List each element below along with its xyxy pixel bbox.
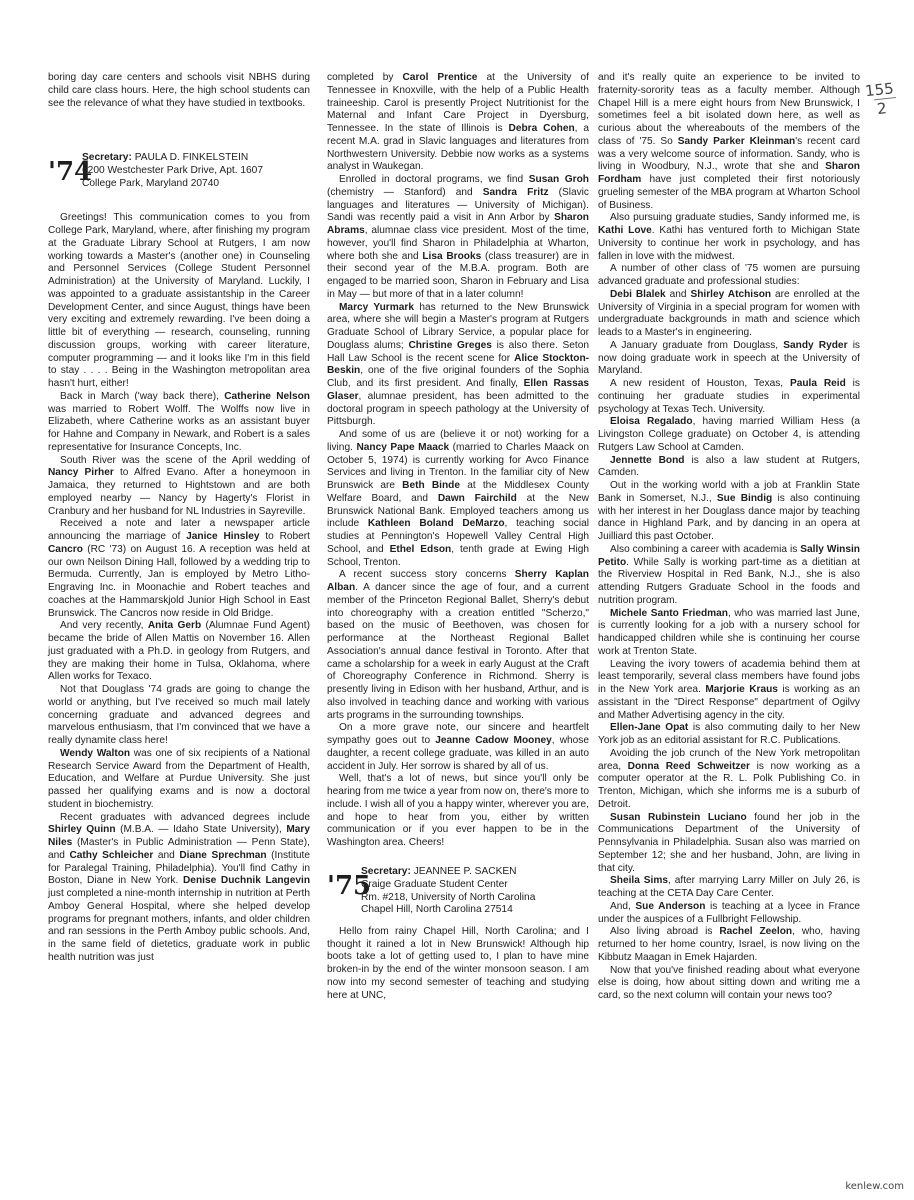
paragraph: Now that you've finished reading about what everyone else is doing, how about sitting down and writing me a card, so the next column will contain your news too? <box>598 964 860 1001</box>
paragraph: Also pursuing graduate studies, Sandy informed me, is Kathi Love. Kathi has ventured forth to Michigan State University to continue her work in psychology, and has fallen in love with the midwest. <box>598 212 860 262</box>
secretary-address-1: 6200 Westchester Park Drive, Apt. 1607 <box>82 165 264 177</box>
alumna-name: Nancy Pirher <box>48 467 114 479</box>
paragraph: and it's really quite an experience to be invited to fraternity-sorority teas as a faculty member. Although Chapel Hill is a mere eight hours from New Brunswick, I sometimes feel a bit isolated down here, as well as curious about the whereabouts of the members of the class of '75. So Sandy Parker Kleinman's recent card was a very welcome source of information. Sandy, who is living in Woodbury, N.J., wrote that she and Sharon Fordham have just completed their first notoriously grueling semester of the MBA program at Wharton School of Business. <box>598 72 860 211</box>
column-2 <box>327 72 589 1002</box>
alumna-name: Nancy Pape Maack <box>356 441 450 453</box>
page-number-numerator: 155 <box>864 79 895 101</box>
paragraph: And very recently, Anita Gerb (Alumnae Fund Agent) became the bride of Allen Mattis on November 16. Allen just graduated with a Ph.D. in geology from Rutgers, and they are making their home in Tulsa, Oklahoma, where Allen works for Texaco. <box>48 620 310 683</box>
paragraph: South River was the scene of the April wedding of Nancy Pirher to Alfred Evano. After a honeymoon in Jamaica, they returned to Hightstown and are both employed nearby — Nancy by Hagerty's Florist in Cranbury and her husband for NL Industries in Sayreville. <box>48 454 310 517</box>
alumna-name: Sandra Fritz <box>482 186 549 198</box>
paragraph: Sheila Sims, after marrying Larry Miller on July 26, is teaching at the CETA Day Care Center. <box>598 875 860 899</box>
alumna-name: Sue Bindig <box>716 492 773 504</box>
secretary-name: JEANNEE P. SACKEN <box>413 865 517 877</box>
alumna-name: Sandy Ryder <box>783 339 848 351</box>
alumna-name: Dawn Fairchild <box>437 492 517 504</box>
paragraph: Recent graduates with advanced degrees include Shirley Quinn (M.B.A. — Idaho State University), Mary Niles (Master's in Public Administration — Penn State), and Cathy Schleicher and Diane Sprechman (Institute for Paralegal Training, Philadelphia). You'll find Cathy in Boston, Diane in New York. Denise Duchnik Langevin just completed a nine-month internship in nutrition at Perth Amboy General Hospital, where she helped develop programs for pregnant mothers, infants, and older children and ran sessions in the Perth Amboy public schools. And, in the same field of dietetics, graduate work in public health nutrition was just <box>48 811 311 963</box>
class-75-header <box>327 864 589 920</box>
alumna-name: Sandy Parker Kleinman <box>677 135 796 147</box>
paragraph: Greetings! This communication comes to you from College Park, Maryland, where, after finishing my program at the Graduate Library School at Rutgers, I am now working towards a Master's (another one) in Counseling and Personnel Services (College Student Personnel Administration) at the University of Maryland. Luckily, I was appointed to a graduate assistantship in the Career Development Center, and since August, things have been very exciting and extremely rewarding. I've been doing a little bit of everything — research, counseling, running discussion groups, working with career literature, computer programming — and it looks like I'm in this field to stay . . . . Being in the Washington metropolitan area hasn't hurt, either! <box>48 212 310 389</box>
paragraph: completed by Carol Prentice at the University of Tennessee in Knoxville, with the help of a Public Health traineeship. Carol is presently Project Nutritionist for the Maternal and Infant Care Project in Dyersburg, Tennessee. In the state of Illinois is Debra Cohen, a recent M.A. grad in Slavic languages and literatures from Northwestern University. Debbie now works as a systems analyst in Waukegan. <box>327 72 589 173</box>
paragraph: Ellen-Jane Opat is also commuting daily to her New York job as an editorial assistant for R.C. Publications. <box>598 722 860 746</box>
paragraph: Received a note and later a newspaper article announcing the marriage of Janice Hinsley to Robert Cancro (RC '73) on August 16. A reception was held at our own Neilson Dining Hall, followed by a wedding trip to Bermuda. Currently, Jan is employed by Metro Litho-Engraving Inc. in Moonachie and Robert teaches and coaches at the Hammarskjold Junior High School in East Brunswick. The Cancros now reside in Old Bridge. <box>48 518 310 619</box>
watermark: kenlew.com <box>845 1181 904 1192</box>
secretary-label: Secretary: <box>82 152 132 164</box>
paragraph: Not that Douglass '74 grads are going to change the world or anything, but I've received so much mail lately concerning graduate and advanced degrees and marvelous enthusiasm, that I'm convinced that we have a really dynamite class here! <box>48 684 310 746</box>
column-3 <box>598 72 860 1003</box>
class-year: '74 <box>48 157 93 188</box>
alumna-name: Cancro <box>48 543 83 555</box>
secretary-address-2: College Park, Maryland 20740 <box>82 178 220 190</box>
paragraph: A number of other class of '75 women are pursuing advanced graduate and professional studies: <box>598 263 860 287</box>
alumna-name: Susan Groh <box>528 174 589 185</box>
alumna-name: Diane Sprechman <box>179 849 267 861</box>
class-year: '75 <box>327 870 372 901</box>
alumna-name: Kathi Love <box>598 225 652 236</box>
paragraph: Eloisa Regalado, having married William Hess (a Livingston College graduate) on October 4, is attending Rutgers Law School at Camden. <box>598 416 860 453</box>
alumna-name: Wendy Walton <box>60 747 131 759</box>
alumna-name: Lisa Brooks <box>422 250 482 262</box>
alumna-name: Carol Prentice <box>402 72 478 83</box>
alumna-name: Ellen Rassas Glaser <box>327 378 589 402</box>
paragraph: Enrolled in doctoral programs, we find Susan Groh (chemistry — Stanford) and Sandra Fritz (Slavic languages and literatures — University of Michigan). Sandi was recently paid a visit in Ann Arbor by Sharon Abrams, alumnae class vice president. Most of the time, however, you'll find Sharon in Philadelphia at Wharton, where both she and Lisa Brooks (class treasurer) are in their second year of the M.B.A. program. Both are engaged to be married soon, Sharon in February and Lisa in May — but more of that in a later column! <box>327 174 589 300</box>
paragraph: Also living abroad is Rachel Zeelon, who, having returned to her home country, Israel, is now living on the Kibbutz Maagan in Emek Hajarden. <box>598 926 860 963</box>
alumna-name: Shirley Quinn <box>48 824 116 836</box>
alumna-name: Eloisa Regalado <box>610 416 693 428</box>
paragraph: A new resident of Houston, Texas, Paula Reid is continuing her graduate studies in experimental psychology at Texas Tech. University. <box>598 378 860 415</box>
paragraph: Debi Blalek and Shirley Atchison are enrolled at the University of Virginia in a special program for women with undergraduate backgrounds in math and science which leads to a Master's in engineering. <box>598 288 860 338</box>
paragraph: Leaving the ivory towers of academia behind them at least temporarily, several class members have found jobs in the New York area. Marjorie Kraus is working as an assistant in the "Direct Response" department of Ogilvy and Mather Advertising agency in the city. <box>598 658 860 721</box>
paragraph: A January graduate from Douglass, Sandy Ryder is now doing graduate work in speech at the University of Maryland. <box>598 339 860 377</box>
paragraph: Out in the working world with a job at Franklin State Bank in Somerset, N.J., Sue Bindig is also continuing with her interest in her Douglass dance major by teaching dance in Highland Park, and by dancing in an opera at Juilliard this past October. <box>598 480 860 542</box>
paragraph: Wendy Walton was one of six recipients of a National Research Service Award from the Department of Health, Education, and Welfare at Purdue University. She just passed her qualifying exams and is now a doctoral student in biochemistry. <box>48 747 310 810</box>
alumna-name: Sharon Abrams <box>327 212 589 236</box>
alumna-name: Paula Reid <box>789 378 846 389</box>
paragraph: Marcy Yurmark has returned to the New Brunswick area, where she will begin a Master's program at Rutgers Graduate School of Library Service, a popular place for Douglass alums; Christine Greges is also there. Seton Hall Law School is the recent scene for Alice Stockton-Beskin, one of the five original founders of the Sophia Club, and its first president. And finally, Ellen Rassas Glaser, alumnae president, has been admitted to the doctoral program in speech pathology at the University of Pittsburgh. <box>327 301 590 428</box>
paragraph: Michele Santo Friedman, who was married last June, is currently looking for a job with a nursery school for handicapped children while she is continuing her course work at Trenton State. <box>598 607 860 657</box>
alumna-name: Ethel Edson <box>389 543 452 555</box>
paragraph: Also combining a career with academia is Sally Winsin Petito. While Sally is working part-time as a dietitian at the Riverview Hospital in Red Bank, N.J., she is also attending Rutgers Graduate School in the foods and nutrition program. <box>598 543 860 606</box>
intro-paragraph: boring day care centers and schools visit NBHS during child care class hours. Here, the high school students can see the relevance of what they have studied in textbooks. <box>48 72 310 109</box>
alumna-name: Denise Duchnik Langevin <box>183 875 311 887</box>
paragraph: Back in March ('way back there), Catherine Nelson was married to Robert Wolff. The Wolffs now live in Elizabeth, where Catherine works as an assistant buyer for Hahne and Company in Newark, and Robert is a sales representative for Insurance Concepts, Inc. <box>48 390 310 453</box>
alumna-name: Kathleen Boland DeMarzo <box>367 518 505 530</box>
paragraph: Avoiding the job crunch of the New York metropolitan area, Donna Reed Schweitzer is now working as a computer operator at the R. L. Polk Publishing Co. in Trenton, Michigan, which she informs me is a suburb of Detroit. <box>598 747 860 810</box>
alumna-name: Janice Hinsley <box>186 531 260 542</box>
alumna-name: Donna Reed Schweitzer <box>627 760 750 772</box>
alumna-name: Alice Stockton-Beskin <box>327 352 589 377</box>
alumna-name: Marjorie Kraus <box>705 684 778 695</box>
class-74-header <box>48 150 310 206</box>
page-number-denominator: 2 <box>874 97 898 118</box>
alumna-name: Debra Cohen <box>508 123 575 134</box>
alumna-name: Marcy Yurmark <box>339 301 414 313</box>
paragraph: And, Sue Anderson is teaching at a lycee in France under the auspices of a Fullbright Fellowship. <box>598 900 860 925</box>
alumna-name: Sue Anderson <box>635 900 706 912</box>
alumna-name: Michele Santo Friedman <box>610 607 728 619</box>
alumna-name: Sheila Sims <box>610 875 668 887</box>
alumna-name: Shirley Atchison <box>690 288 772 300</box>
alumna-name: Cathy Schleicher <box>69 849 154 861</box>
handwritten-page-number <box>864 78 910 119</box>
alumna-name: Ellen-Jane Opat <box>610 722 689 734</box>
secretary-block <box>82 152 310 191</box>
alumna-name: Sharon Fordham <box>598 161 860 185</box>
secretary-address-3: Chapel Hill, North Carolina 27514 <box>361 904 513 916</box>
paragraph: Jennette Bond is also a law student at Rutgers, Camden. <box>598 454 860 479</box>
alumna-name: Beth Binde <box>402 480 460 491</box>
paragraph: Well, that's a lot of news, but since you'll only be hearing from me twice a year from now on, there's more to include. I wish all of you a happy winter, wherever you are, and hope to hear from you, either by written communication or if you ever happen to be in the Washington area. Cheers! <box>327 773 589 848</box>
secretary-block <box>361 866 589 918</box>
secretary-name: PAULA D. FINKELSTEIN <box>134 152 249 164</box>
paragraph: Susan Rubinstein Luciano found her job in the Communications Department of the University of Pennsylvania in Philadelphia. Susan also was married on September 12; she and her husband, John, are living in that city. <box>598 811 860 874</box>
alumna-name: Sally Winsin Petito <box>598 543 860 568</box>
alumna-name: Sherry Kaplan Alban <box>327 569 589 593</box>
paragraph: And some of us are (believe it or not) working for a living. Nancy Pape Maack (married to Charles Maack on October 5, 1974) is currently working for Avco Finance Services and living in Trenton. In the familiar city of New Brunswick are Beth Binde at the Middlesex County Welfare Board, and Dawn Fairchild at the New Brunswick National Bank. Employed teachers among us include Kathleen Boland DeMarzo, teaching social studies at Pennington's Hopewell Valley Central High School, and Ethel Edson, tenth grade at Ewing High School, Trenton. <box>327 429 589 568</box>
alumna-name: Debi Blalek <box>610 288 666 300</box>
column-1 <box>48 72 310 965</box>
secretary-label: Secretary: <box>361 865 411 877</box>
paragraph: On a more grave note, our sincere and heartfelt sympathy goes out to Jeanne Cadow Mooney, whose daughter, a recent college graduate, was killed in an auto accident in July. Her sorrow is shared by all of us. <box>327 722 589 772</box>
alumna-name: Christine Greges <box>408 339 492 351</box>
secretary-address-2: Rm. #218, University of North Carolina <box>361 891 536 903</box>
paragraph: A recent success story concerns Sherry Kaplan Alban. A dancer since the age of four, and a current member of the Princeton Regional Ballet, Sherry's debut into choreography with a creation entitled "Scherzo," based on the music of Beethoven, was chosen for performance at the Northeast Regional Ballet Association's annual dance festival in Toronto. After that came a scholarship for a week in early August at the Craft of Choreography Conference in Richmond. Sherry is presently living in Edison with her husband, Arthur, and is also involved in teaching dance and working with various arts programs in the surrounding townships. <box>327 569 589 721</box>
paragraph: Hello from rainy Chapel Hill, North Carolina; and I thought it rained a lot in New Brunswick! Although hip boots take a lot of getting used to, I plan to have mine broken-in by the end of the winter monsoon season. I am now into my second semester of teaching and studying here at UNC, <box>327 925 589 1001</box>
alumna-name: Rachel Zeelon <box>719 926 793 938</box>
alumna-name: Anita Gerb <box>147 620 202 632</box>
alumna-name: Catherine Nelson <box>224 390 310 402</box>
alumna-name: Jennette Bond <box>610 454 685 466</box>
alumna-name: Jeanne Cadow Mooney <box>435 735 552 746</box>
alumna-name: Mary Niles <box>48 824 310 848</box>
alumna-name: Susan Rubinstein Luciano <box>610 811 747 823</box>
secretary-address-1: Craige Graduate Student Center <box>361 878 508 890</box>
